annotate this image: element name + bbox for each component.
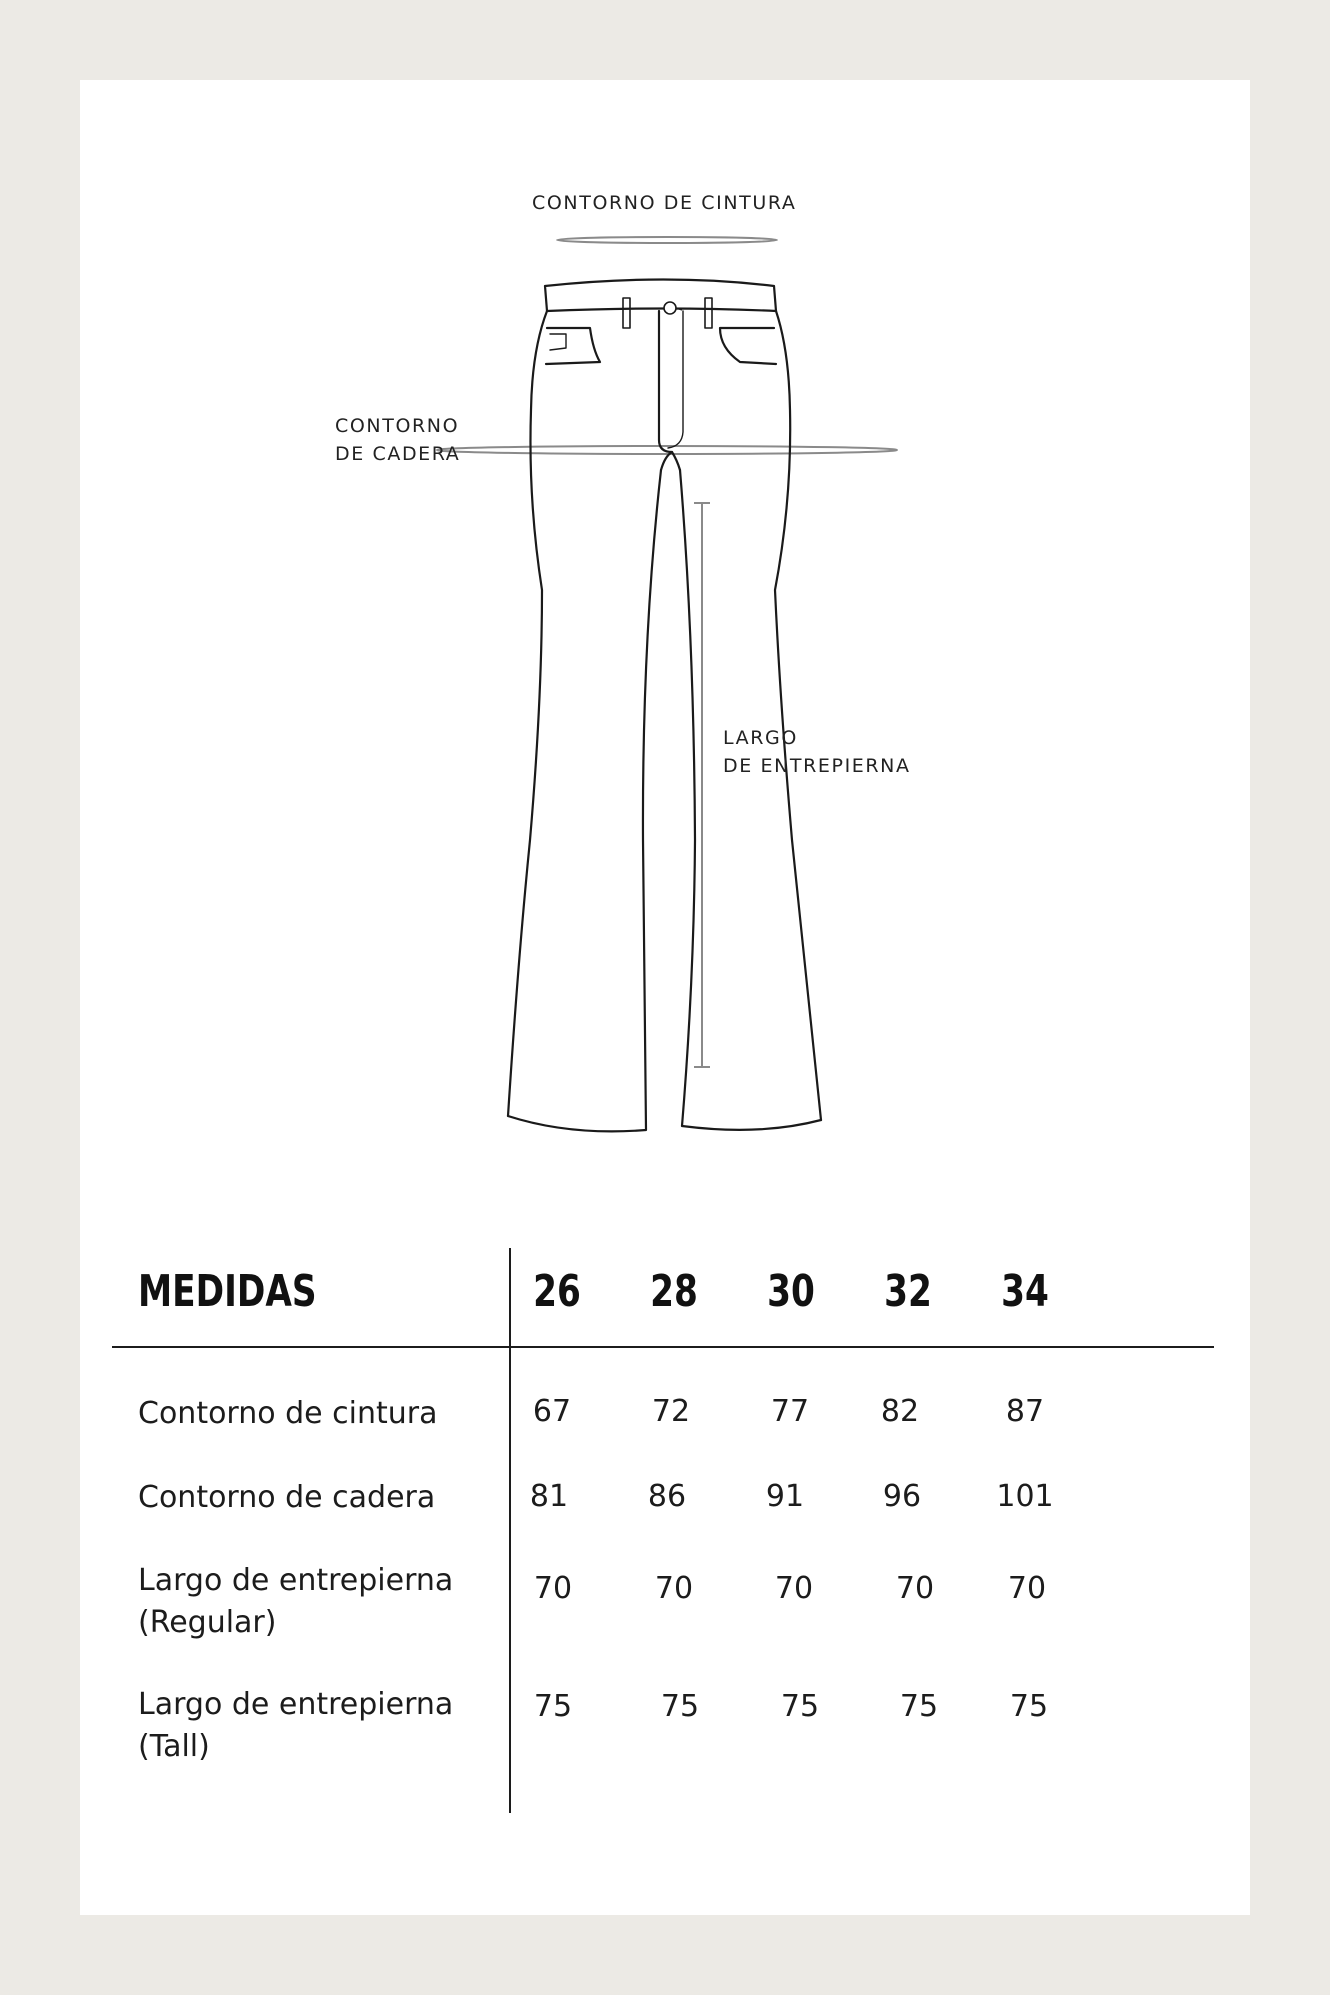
jeans-diagram (80, 80, 1250, 1180)
hip-measure-line (437, 446, 897, 454)
table-cell: 82 (880, 1394, 920, 1429)
size-header-30: 30 (767, 1266, 815, 1317)
table-cell: 70 (774, 1571, 814, 1606)
table-cell: 72 (651, 1394, 691, 1429)
table-cell: 91 (765, 1479, 805, 1514)
row-label-inseam-regular: Largo de entrepierna (Regular) (138, 1563, 454, 1640)
button-icon (664, 302, 676, 314)
waist-label: CONTORNO DE CINTURA (532, 192, 797, 214)
inseam-label: LARGO DE ENTREPIERNA (723, 727, 911, 777)
table-cell: 70 (654, 1571, 694, 1606)
table-cell: 96 (882, 1479, 922, 1514)
row-label-hip: Contorno de cadera (138, 1480, 436, 1515)
table-cell: 77 (770, 1394, 810, 1429)
table-header-divider (112, 1346, 1214, 1348)
table-header-measures: MEDIDAS (138, 1266, 317, 1317)
row-label-waist: Contorno de cintura (138, 1396, 438, 1431)
jeans-outline (508, 280, 821, 1132)
inseam-measure-line (694, 503, 710, 1067)
size-header-28: 28 (650, 1266, 698, 1317)
table-cell: 75 (533, 1689, 573, 1724)
table-cell: 75 (1009, 1689, 1049, 1724)
table-cell: 75 (780, 1689, 820, 1724)
table-cell: 101 (996, 1479, 1054, 1514)
size-chart-card (80, 80, 1250, 1915)
table-vertical-divider (509, 1248, 511, 1813)
table-cell: 81 (529, 1479, 569, 1514)
row-label-inseam-tall: Largo de entrepierna (Tall) (138, 1687, 454, 1764)
table-cell: 86 (647, 1479, 687, 1514)
table-cell: 75 (660, 1689, 700, 1724)
table-cell: 75 (899, 1689, 939, 1724)
table-cell: 70 (895, 1571, 935, 1606)
table-cell: 70 (533, 1571, 573, 1606)
table-cell: 67 (532, 1394, 572, 1429)
table-cell: 87 (1005, 1394, 1045, 1429)
size-header-26: 26 (533, 1266, 581, 1317)
table-cell: 70 (1007, 1571, 1047, 1606)
hip-label: CONTORNO DE CADERA (335, 415, 461, 465)
waist-measure-line (557, 237, 777, 243)
size-header-32: 32 (884, 1266, 932, 1317)
size-header-34: 34 (1001, 1266, 1049, 1317)
